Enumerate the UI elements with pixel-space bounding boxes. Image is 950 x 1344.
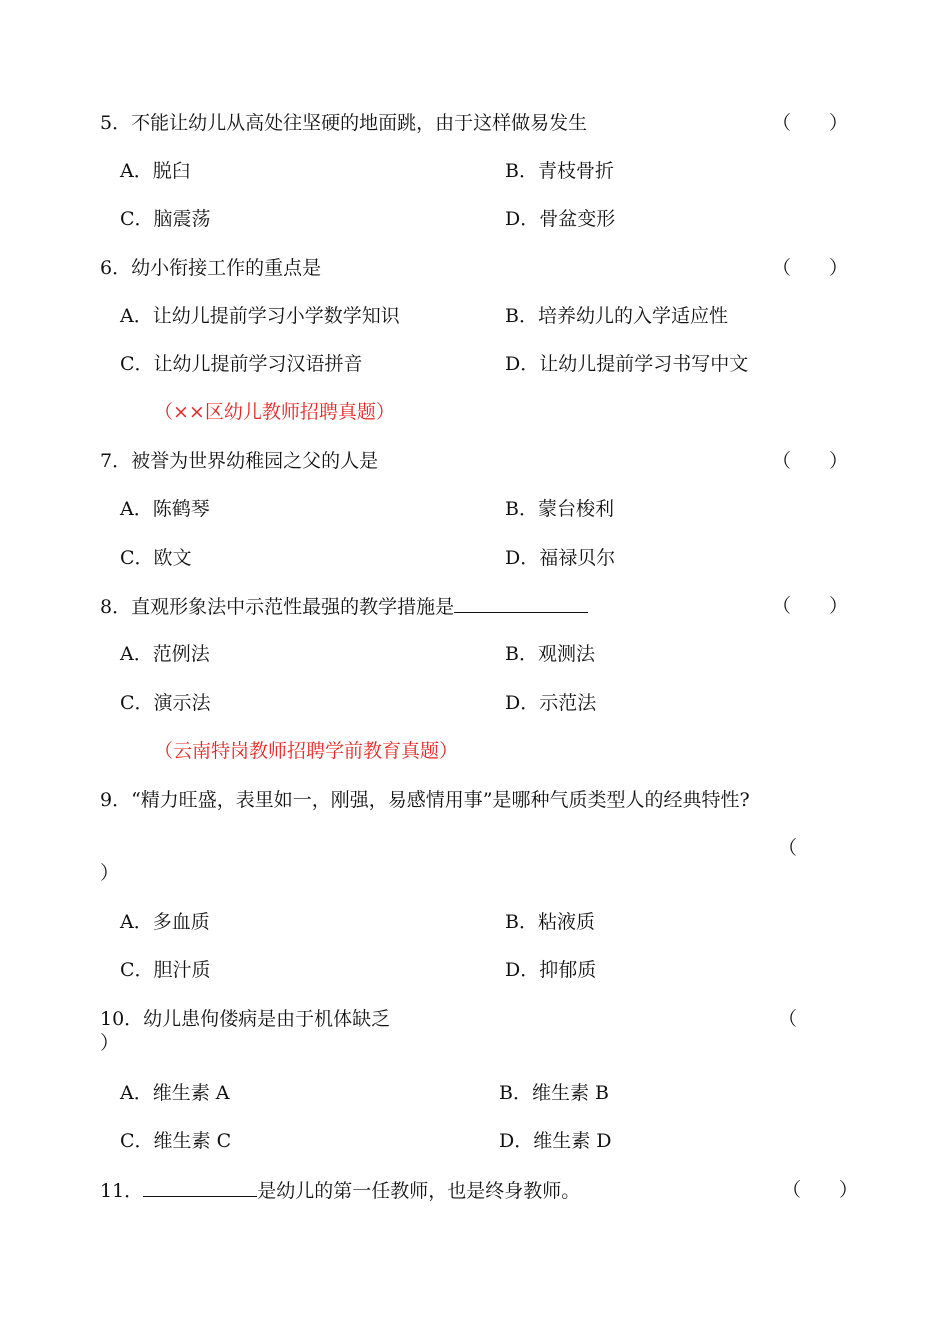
question-10-stem: 10．幼儿患佝偻病是由于机体缺乏: [100, 1008, 391, 1030]
question-5-option-d: D．骨盆变形: [505, 208, 616, 230]
question-9-option-c: C．胆汁质: [120, 959, 211, 981]
question-10-paren-close: ）: [100, 1032, 120, 1054]
question-6-answer-paren: （ ）: [772, 257, 849, 279]
question-7-stem: 7．被誉为世界幼稚园之父的人是: [100, 450, 379, 472]
question-7-option-c: C．欧文: [120, 547, 192, 569]
source-note: （云南特岗教师招聘学前教育真题）: [154, 740, 459, 762]
question-9-option-b: B．粘液质: [505, 911, 595, 933]
question-8-option-c: C．演示法: [120, 692, 211, 714]
question-11-stem: [100, 1178, 580, 1202]
question-7-option-a: A．陈鹤琴: [120, 498, 210, 520]
question-8-option-a: A．范例法: [120, 643, 210, 665]
question-5-option-c: C．脑震荡: [120, 208, 211, 230]
question-9-stem: 9．“精力旺盛，表里如一，刚强，易感情用事”是哪种气质类型人的经典特性?: [100, 789, 750, 811]
question-7-option-d: D．福禄贝尔: [505, 547, 616, 569]
question-8-answer-paren: （ ）: [772, 595, 849, 617]
answer-blank[interactable]: [454, 594, 588, 613]
question-7-answer-paren: （ ）: [772, 450, 849, 472]
question-6-option-a: A．让幼儿提前学习小学数学知识: [120, 305, 400, 327]
question-7-option-b: B．蒙台梭利: [505, 498, 614, 520]
question-5-stem: 5．不能让幼儿从高处往坚硬的地面跳，由于这样做易发生: [100, 112, 588, 134]
question-11-stem-text: 是幼儿的第一任教师，也是终身教师。: [257, 1180, 581, 1202]
question-8-option-d: D．示范法: [505, 692, 597, 714]
question-9-paren-open: （: [778, 837, 798, 859]
question-8-option-b: B．观测法: [505, 643, 595, 665]
question-10-option-d: D．维生素 D: [499, 1130, 612, 1152]
question-6-option-d: D．让幼儿提前学习书写中文: [505, 353, 749, 375]
question-10-option-c: C．维生素 C: [120, 1130, 232, 1152]
question-10-option-b: B．维生素 B: [499, 1082, 609, 1104]
question-6-option-b: B．培养幼儿的入学适应性: [505, 305, 728, 327]
question-5-option-a: A．脱臼: [120, 160, 191, 182]
question-9-paren-close: ）: [100, 862, 120, 884]
question-9-option-d: D．抑郁质: [505, 959, 597, 981]
question-6-option-c: C．让幼儿提前学习汉语拼音: [120, 353, 363, 375]
answer-blank[interactable]: [143, 1178, 257, 1197]
source-note: （××区幼儿教师招聘真题）: [154, 401, 395, 423]
question-11-answer-paren: （ ）: [782, 1179, 859, 1201]
question-8-stem-text: 8．直观形象法中示范性最强的教学措施是: [100, 596, 455, 618]
question-11-number: 11．: [100, 1180, 144, 1202]
question-8-stem: [100, 594, 588, 618]
question-5-answer-paren: （ ）: [772, 112, 849, 134]
question-6-stem: 6．幼小衔接工作的重点是: [100, 257, 322, 279]
question-10-paren-open: （: [778, 1008, 798, 1030]
question-9-option-a: A．多血质: [120, 911, 210, 933]
question-5-option-b: B．青枝骨折: [505, 160, 614, 182]
question-10-option-a: A．维生素 A: [120, 1082, 230, 1104]
